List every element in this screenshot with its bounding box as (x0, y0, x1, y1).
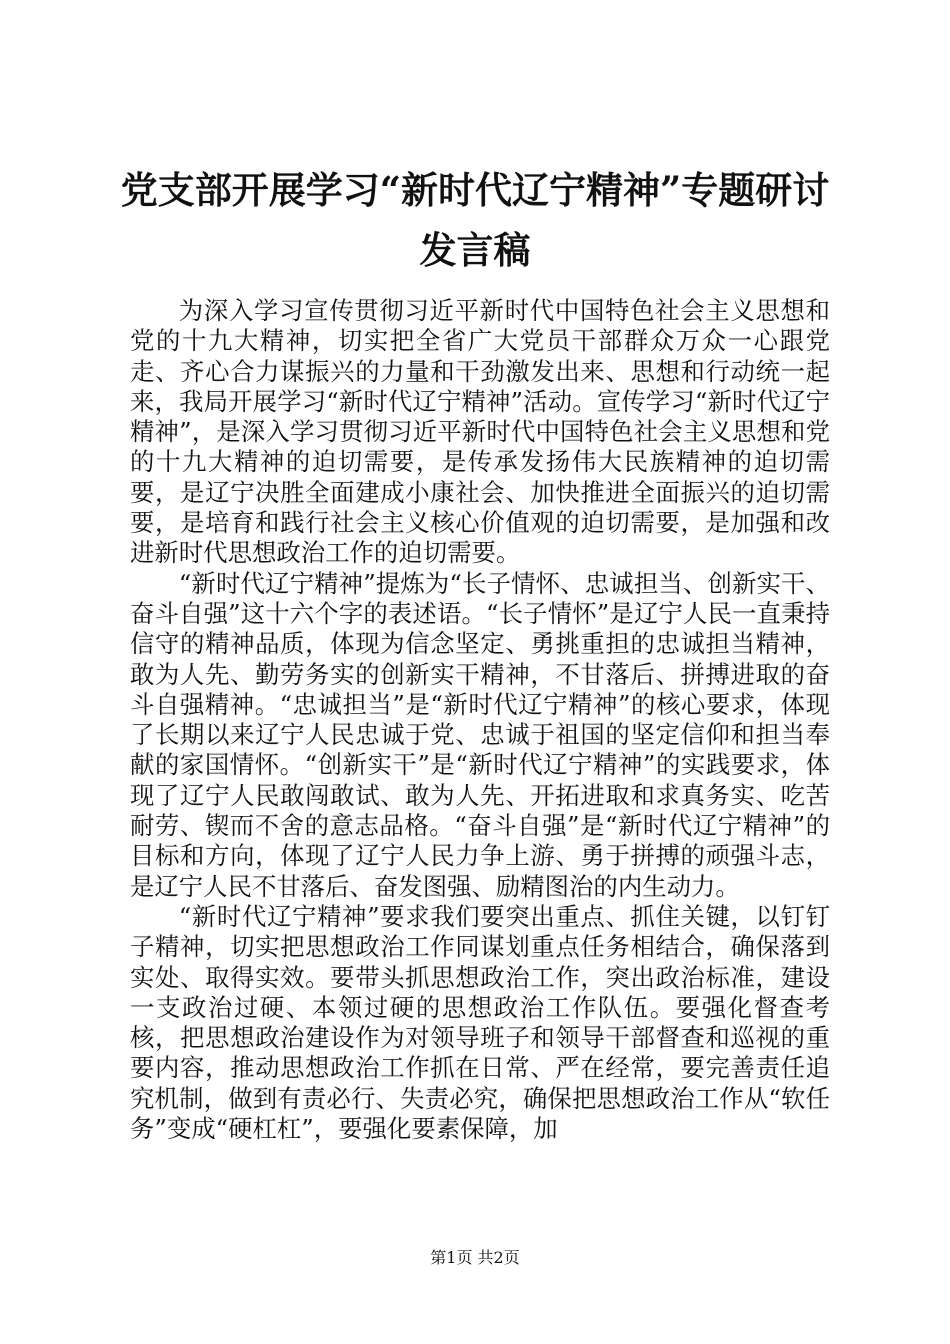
document-title: 党支部开展学习“新时代辽宁精神”专题研讨发言稿 (120, 168, 830, 272)
document-body (130, 296, 830, 1144)
page-footer: 第1页 共2页 (430, 1248, 520, 1267)
paragraph-2: “新时代辽宁精神”提炼为“长子情怀、忠诚担当、创新实干、奋斗自强”这十六个字的表述语。“长子情怀”是辽宁人民一直秉持信守的精神品质，体现为信念坚定、勇挑重担的忠诚担当精神，敢为人先、勤劳务实的创新实干精神，不甘落后、拼搏进取的奋斗自强精神。“忠诚担当”是“新时代辽宁精神”的核心要求，体现了长期以来辽宁人民忠诚于党、忠诚于祖国的坚定信仰和担当奉献的家国情怀。“创新实干”是“新时代辽宁精神”的实践要求，体现了辽宁人民敢闯敢试、敢为人先、开拓进取和求真务实、吃苦耐劳、锲而不舍的意志品格。“奋斗自强”是“新时代辽宁精神”的目标和方向，体现了辽宁人民力争上游、勇于拼搏的顽强斗志，是辽宁人民不甘落后、奋发图强、励精图治的内生动力。 (130, 568, 830, 901)
paragraph-1: 为深入学习宣传贯彻习近平新时代中国特色社会主义思想和党的十九大精神，切实把全省广大党员干部群众万众一心跟党走、齐心合力谋振兴的力量和干劲激发出来、思想和行动统一起来，我局开展学习“新时代辽宁精神”活动。宣传学习“新时代辽宁精神”，是深入学习贯彻习近平新时代中国特色社会主义思想和党的十九大精神的迫切需要，是传承发扬伟大民族精神的迫切需要，是辽宁决胜全面建成小康社会、加快推进全面振兴的迫切需要，是培育和践行社会主义核心价值观的迫切需要，是加强和改进新时代思想政治工作的迫切需要。 (130, 296, 830, 568)
paragraph-3: “新时代辽宁精神”要求我们要突出重点、抓住关键，以钉钉子精神，切实把思想政治工作同谋划重点任务相结合，确保落到实处、取得实效。要带头抓思想政治工作，突出政治标准，建设一支政治过硬、本领过硬的思想政治工作队伍。要强化督查考核，把思想政治建设作为对领导班子和领导干部督查和巡视的重要内容，推动思想政治工作抓在日常、严在经常，要完善责任追究机制，做到有责必行、失责必究，确保把思想政治工作从“软任务”变成“硬杠杠”，要强化要素保障，加 (130, 901, 830, 1144)
